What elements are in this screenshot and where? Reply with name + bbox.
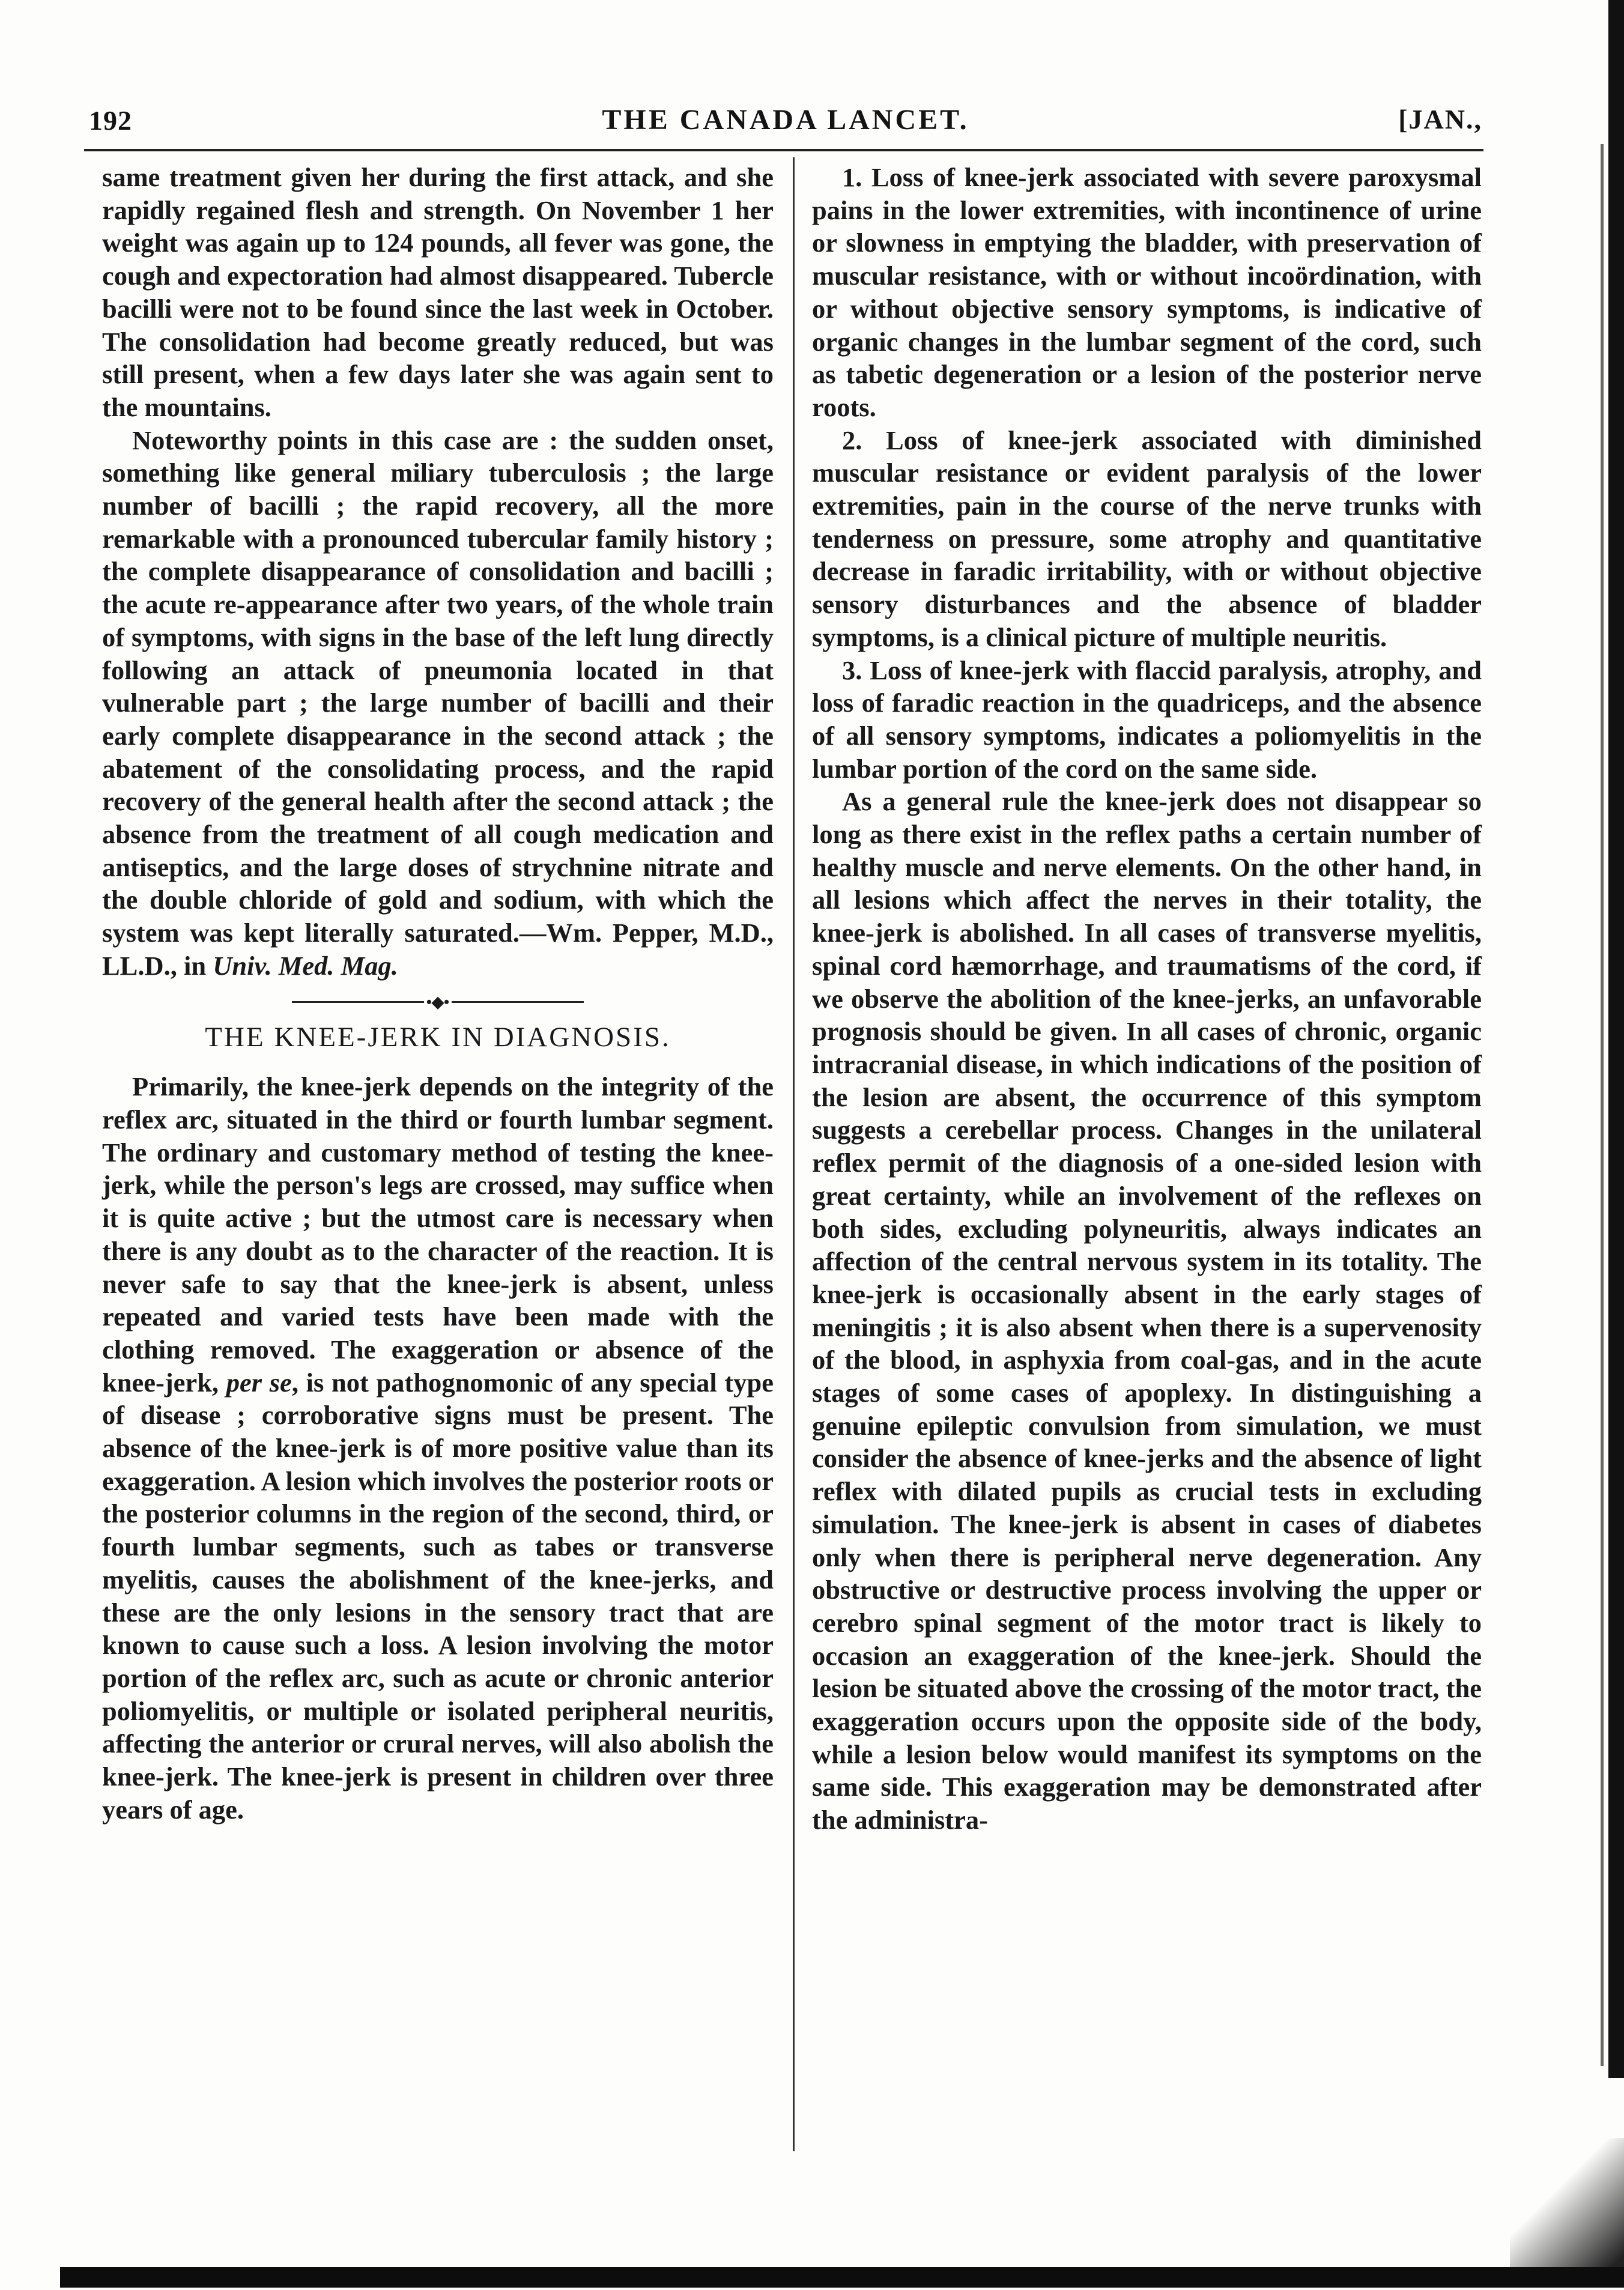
paragraph: same treatment given her during the first attack, and she rapidly regained flesh and strength. On November 1 her weight was again up to 124 pounds, all fever was gone, the cough and expectoration had almost disappeared. Tubercle bacilli were not to be found since the last week in October. The consolidation had become greatly reduced, but was still present, when a few days later she was again sent to the mountains. (102, 162, 774, 422)
running-title: THE CANADA LANCET. (602, 104, 969, 136)
numbered-paragraph: 1. Loss of knee-jerk associated with severe paroxysmal pains in the lower extremities, with incontinence of urine or slowness in emptying the bladder, with preservation of muscular resistance, with or without incoördination, with or without objective sensory symptoms, is indicative of organic changes in the lumbar segment of the cord, such as tabetic degeneration or a lesion of the posterior nerve roots. (812, 162, 1482, 422)
numbered-paragraph: 3. Loss of knee-jerk with flaccid paralysis, atrophy, and loss of faradic reaction in the quadriceps, and the absence of all sensory symptoms, indicates a poliomyelitis in the lumbar portion of the cord on the same side. (812, 655, 1482, 784)
paragraph (102, 424, 774, 983)
ornament-rule (292, 1001, 424, 1003)
paragraph (102, 1070, 774, 1826)
paragraph: As a general rule the knee-jerk does not disappear so long as there exist in the reflex paths a certain number of healthy muscle and nerve elements. On the other hand, in all lesions which affect the nerves in their totality, the knee-jerk is abolished. In all cases of transverse myelitis, spinal cord hæmorrhage, and traumatisms of the cord, if we observe the abolition of the knee-jerks, an unfavorable prognosis should be given. In all cases of chronic, organic intracranial disease, in which indications of the position of the lesion are absent, the occurrence of this symptom suggests a cerebellar process. Changes in the unilateral reflex permit of the diagnosis of a one-sided lesion with great certainty, while an involvement of the reflexes on both sides, excluding polyneuritis, always indicates an affection of the central nervous system in its totality. The knee-jerk is occasionally absent in the early stages of meningitis ; it is also absent when there is a supervenosity of the blood, in asphyxia from coal-gas, and in the acute stages of some cases of apoplexy. In distinguishing a genuine epileptic convulsion from simulation, we must consider the absence of knee-jerks and the absence of light reflex with dilated pupils as crucial tests in excluding simulation. The knee-jerk is absent in cases of diabetes only when there is peripheral nerve degeneration. Any obstructive or destructive process involving the upper or cerebro spinal segment of the motor tract is likely to occasion an exaggeration of the knee-jerk. Should the lesion be situated above the crossing of the motor tract, the exaggeration occurs upon the opposite side of the body, while a lesion below would manifest its symptoms on the same side. This exaggeration may be demonstrated after the administra- (812, 786, 1482, 1835)
numbered-paragraph: 2. Loss of knee-jerk associated with diminished muscular resistance or evident paralysis of the lower extremities, pain in the course of the nerve trunks with tenderness on pressure, some atrophy and quantitative decrease in faradic irritability, with or without objective sensory disturbances and the absence of bladder symptoms, is a clinical picture of multiple neuritis. (812, 425, 1482, 652)
section-heading: THE KNEE-JERK IN DIAGNOSIS. (205, 1021, 671, 1053)
page-number: 192 (89, 105, 132, 136)
ornament-dot-icon: •◆• (426, 993, 450, 1011)
right-column (812, 161, 1482, 1837)
left-column (102, 161, 774, 1826)
running-date: [JAN., (1398, 104, 1482, 135)
journal-citation: Univ. Med. Mag. (213, 950, 398, 981)
scan-edge-line (1601, 144, 1604, 2066)
running-header (89, 96, 1482, 150)
column-divider (793, 157, 795, 2151)
paragraph-text: Noteworthy points in this case are : the sudden onset, something like general miliary tuberculosis ; the large number of bacilli ; the rapid recovery, all the more remarkable with a pronounced tubercular family history ; the complete disappearance of consolidation and bacilli ; the acute re-appearance after two years, of the whole train of symptoms, with signs in the base of the left lung directly following an attack of pneumonia located in that vulnerable part ; the large number of bacilli and their early complete disappearance in the second attack ; the abatement of the consolidating process, and the rapid recovery of the general health after the second attack ; the absence from the treatment of all cough medication and antiseptics, and the large doses of strychnine nitrate and the double chloride of gold and sodium, with which the system was kept literally saturated.—Wm. Pepper, M.D., LL.D., in (102, 425, 774, 981)
scan-edge-bar (1608, 0, 1624, 2078)
ornament-rule (452, 1001, 584, 1003)
latin-phrase: per se (226, 1367, 292, 1398)
header-rule (84, 149, 1483, 151)
scan-bottom-bar (60, 2267, 1624, 2288)
paragraph-text: , is not pathognomonic of any special type of disease ; corroborative signs must be present. The absence of the knee-jerk is of more positive value than its exaggeration. A lesion which involves the posterior roots or the posterior columns in the region of the second, third, or fourth lumbar segments, such as tabes or transverse myelitis, causes the abolishment of the knee-jerks, and these are the only lesions in the sensory tract that are known to cause such a loss. A lesion involving the motor portion of the reflex arc, such as acute or chronic anterior poliomyelitis, or multiple or isolated peripheral neuritis, affecting the anterior or crural nerves, will also abolish the knee-jerk. The knee-jerk is present in children over three years of age. (102, 1367, 774, 1825)
paragraph-text: Primarily, the knee-jerk depends on the integrity of the reflex arc, situated in the third or fourth lumbar segment. The ordinary and customary method of testing the knee-jerk, while the person's legs are crossed, may suffice when it is quite active ; but the utmost care is necessary when there is any doubt as to the character of the reaction. It is never safe to say that the knee-jerk is absent, unless repeated and varied tests have been made with the clothing removed. The exaggeration or absence of the knee-jerk, (102, 1071, 774, 1398)
scan-corner-shadow (1510, 2138, 1624, 2267)
section-ornament (102, 987, 774, 1017)
